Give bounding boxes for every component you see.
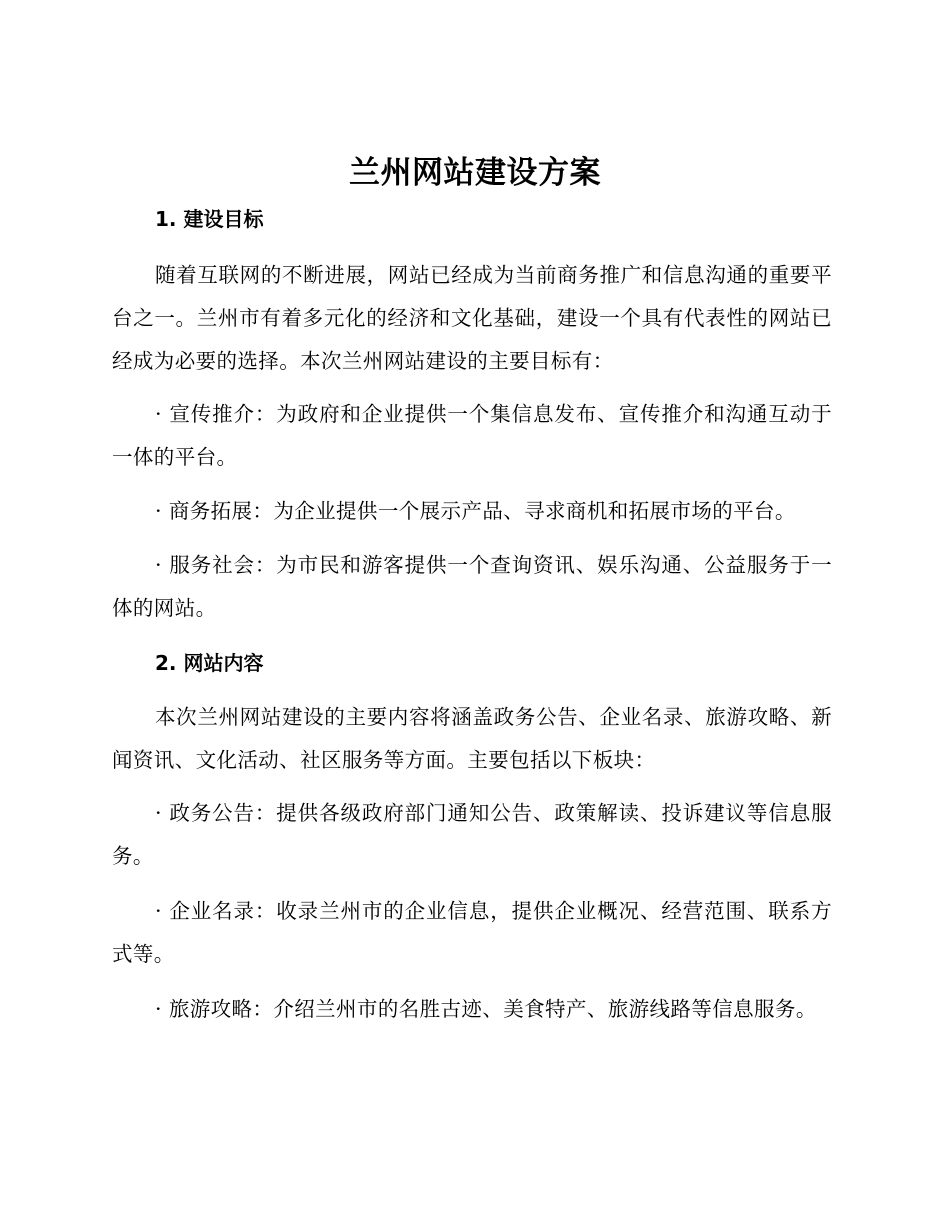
bullet-item: · 旅游攻略：介绍兰州市的名胜古迹、美食特产、旅游线路等信息服务。	[155, 997, 817, 1021]
bullet-item: · 政务公告：提供各级政府部门通知公告、政策解读、投诉建议等信息服务。	[112, 801, 832, 868]
section-heading-goals: 1. 建设目标	[155, 207, 264, 231]
paragraph-content-intro: 本次兰州网站建设的主要内容将涵盖政务公告、企业名录、旅游攻略、新闻资讯、文化活动、社区服务等方面。主要包括以下板块：	[112, 705, 832, 772]
bullet-item: · 企业名录：收录兰州市的企业信息，提供企业概况、经营范围、联系方式等。	[112, 899, 832, 966]
bullet-item: · 宣传推介：为政府和企业提供一个集信息发布、宣传推介和沟通互动于一体的平台。	[112, 402, 832, 469]
document-title: 兰州网站建设方案	[349, 155, 601, 191]
bullet-item: · 服务社会：为市民和游客提供一个查询资讯、娱乐沟通、公益服务于一体的网站。	[112, 553, 832, 620]
paragraph-goals-intro: 随着互联网的不断进展，网站已经成为当前商务推广和信息沟通的重要平台之一。兰州市有着多元化的经济和文化基础，建设一个具有代表性的网站已经成为必要的选择。本次兰州网站建设的主要目标有：	[112, 263, 832, 373]
section-heading-content: 2. 网站内容	[155, 651, 264, 675]
bullet-item: · 商务拓展：为企业提供一个展示产品、寻求商机和拓展市场的平台。	[155, 499, 796, 523]
